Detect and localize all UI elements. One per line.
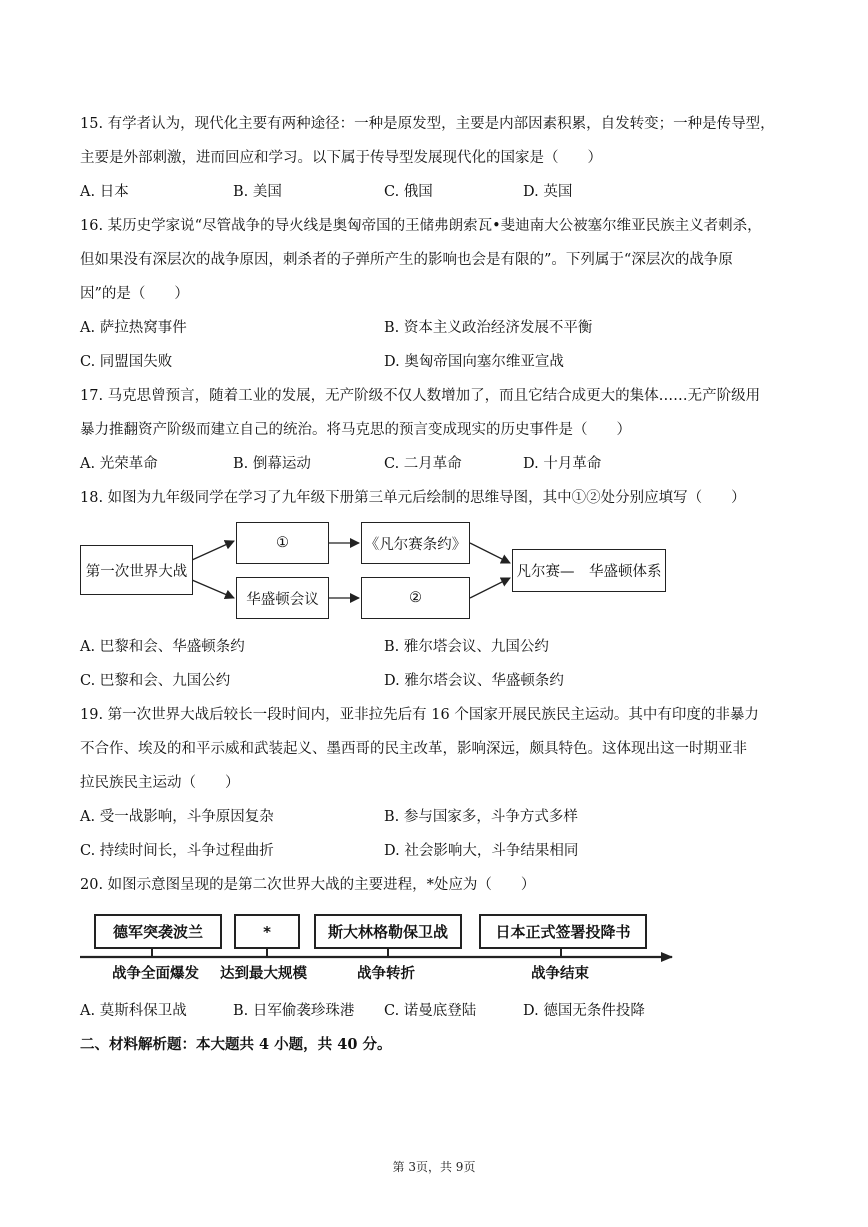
q18-diagram-blank1-box: ① [236, 522, 329, 564]
q15-option-b: B. 美国 [233, 184, 282, 200]
q18-option-c: C. 巴黎和会、九国公约 [80, 673, 231, 689]
q17-stem-line1: 17. 马克思曾预言，随着工业的发展，无产阶级不仅人数增加了，而且它结合成更大的集体……无产阶级用 [80, 388, 761, 404]
q19-option-a: A. 受一战影响，斗争原因复杂 [80, 809, 274, 825]
q19-option-d: D. 社会影响大，斗争结果相同 [384, 843, 579, 859]
q15-option-d: D. 英国 [523, 184, 573, 200]
q18-option-b: B. 雅尔塔会议、九国公约 [384, 639, 549, 655]
q20-stage-turning-point: 战争转折 [357, 966, 415, 982]
q20-event-blank: * [234, 914, 300, 949]
q16-option-c: C. 同盟国失败 [80, 354, 173, 370]
q16-stem-line3: 因”的是（ ） [80, 286, 189, 302]
q18-option-a: A. 巴黎和会、华盛顿条约 [80, 639, 245, 655]
q15-stem-line2: 主要是外部刺激，进而回应和学习。以下属于传导型发展现代化的国家是（ ） [80, 150, 602, 166]
q19-option-b: B. 参与国家多，斗争方式多样 [384, 809, 578, 825]
q17-option-c: C. 二月革命 [384, 456, 462, 472]
section2-heading: 二、材料解析题：本大题共 4 小题，共 40 分。 [80, 1036, 392, 1053]
q20-event-poland: 德军突袭波兰 [94, 914, 222, 949]
q16-option-d: D. 奥匈帝国向塞尔维亚宣战 [384, 354, 564, 370]
q17-option-b: B. 倒幕运动 [233, 456, 311, 472]
q18-diagram-blank2-box: ② [361, 577, 470, 619]
q19-stem-line1: 19. 第一次世界大战后较长一段时间内，亚非拉先后有 16 个国家开展民族民主运动。其中有印度的非暴力 [80, 707, 759, 723]
q18-diagram-result-box: 凡尔赛— 华盛顿体系 [512, 549, 666, 592]
q16-stem-line2: 但如果没有深层次的战争原因，刺杀者的子弹所产生的影响也会是有限的”。下列属于“深层次的战争原 [80, 252, 733, 268]
q17-option-a: A. 光荣革命 [80, 456, 158, 472]
q18-diagram-start-box: 第一次世界大战 [80, 545, 193, 595]
q19-stem-line2: 不合作、埃及的和平示威和武装起义、墨西哥的民主改革，影响深远，颇具特色。这体现出这一时期亚非 [80, 741, 747, 757]
page-footer: 第 3页，共 9页 [392, 1160, 476, 1174]
q20-event-japan-surrender: 日本正式签署投降书 [479, 914, 647, 949]
q15-option-a: A. 日本 [80, 184, 129, 200]
q17-option-d: D. 十月革命 [523, 456, 602, 472]
q18-stem-line1: 18. 如图为九年级同学在学习了九年级下册第三单元后绘制的思维导图，其中①②处分别应填写（ ） [80, 490, 746, 506]
q20-option-c: C. 诺曼底登陆 [384, 1003, 477, 1019]
q15-option-c: C. 俄国 [384, 184, 433, 200]
q20-stage-end: 战争结束 [531, 966, 589, 982]
q15-stem-line1: 15. 有学者认为，现代化主要有两种途径：一种是原发型，主要是内部因素积累，自发转变；一种是传导型， [80, 116, 775, 132]
q20-stage-max-scale: 达到最大规模 [220, 966, 307, 982]
q20-option-a: A. 莫斯科保卫战 [80, 1003, 187, 1019]
q18-diagram-treaty-box: 《凡尔赛条约》 [361, 522, 470, 564]
q20-stage-outbreak: 战争全面爆发 [112, 966, 199, 982]
q20-option-b: B. 日军偷袭珍珠港 [233, 1003, 355, 1019]
q16-option-a: A. 萨拉热窝事件 [80, 320, 187, 336]
q19-option-c: C. 持续时间长，斗争过程曲折 [80, 843, 274, 859]
q16-stem-line1: 16. 某历史学家说“尽管战争的导火线是奥匈帝国的王储弗朗索瓦•斐迪南大公被塞尔维亚民族主义者刺杀， [80, 218, 762, 234]
q20-event-stalingrad: 斯大林格勒保卫战 [314, 914, 462, 949]
q18-option-d: D. 雅尔塔会议、华盛顿条约 [384, 673, 564, 689]
q18-diagram-conference-box: 华盛顿会议 [236, 577, 329, 619]
q20-option-d: D. 德国无条件投降 [523, 1003, 645, 1019]
q19-stem-line3: 拉民族民主运动（ ） [80, 775, 240, 791]
q20-stem-line1: 20. 如图示意图呈现的是第二次世界大战的主要进程，*处应为（ ） [80, 877, 536, 893]
q16-option-b: B. 资本主义政治经济发展不平衡 [384, 320, 593, 336]
q17-stem-line2: 暴力推翻资产阶级而建立自己的统治。将马克思的预言变成现实的历史事件是（ ） [80, 422, 631, 438]
